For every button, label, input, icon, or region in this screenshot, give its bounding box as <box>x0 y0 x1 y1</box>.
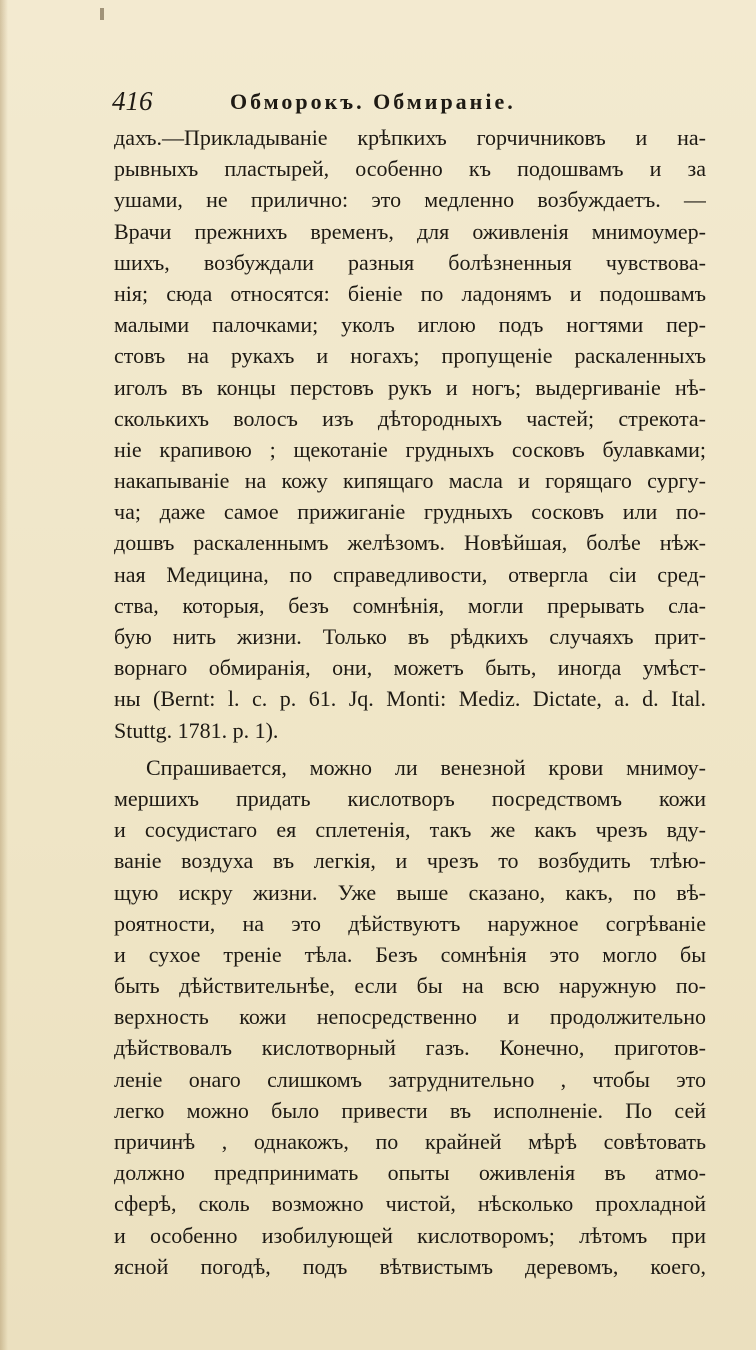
page-number: 416 <box>112 86 153 116</box>
running-title: Обморокъ. Обмираніе. <box>230 89 516 114</box>
text-line: легко можно было привести въ исполненіе. По сей <box>114 1097 706 1123</box>
text-line: леніе онаго слишкомъ затруднительно , чтобы это <box>114 1066 706 1092</box>
text-line: щую искру жизни. Уже выше сказано, какъ, по вѣ- <box>114 879 706 905</box>
text-line: ясной погодѣ, подъ вѣтвистымъ деревомъ, коего, <box>114 1253 706 1279</box>
text-line: сферѣ, сколь возможно чистой, нѣсколько прохладной <box>114 1191 706 1217</box>
text-line: ушами, не прилично: это медленно возбуждаетъ. — <box>114 187 706 213</box>
text-line: и особенно изобилующей кислотворомъ; лѣтомъ при <box>114 1222 706 1248</box>
text-line: нія; сюда относятся: біеніе по ладонямъ и подошвамъ <box>114 280 706 306</box>
text-line: сколькихъ волосъ изъ дѣтородныхъ частей; стрекота- <box>114 405 706 431</box>
text-line: ства, которыя, безъ сомнѣнія, могли прерывать сла- <box>114 592 706 618</box>
text-line: стовъ на рукахъ и ногахъ; пропущеніе раскаленныхъ <box>114 343 706 369</box>
text-line: рывныхъ пластырей, особенно къ подошвамъ и за <box>114 156 706 182</box>
text-line: малыми палочками; уколъ иглою подъ ногтями пер- <box>114 312 706 338</box>
text-line: накапываніе на кожу кипящаго масла и горящаго сургу- <box>114 468 706 494</box>
text-line: и сухое треніе тѣла. Безъ сомнѣнія это могло бы <box>114 941 706 967</box>
page-edge-shadow <box>0 0 8 1350</box>
text-line: бую нить жизни. Только въ рѣдкихъ случаяхъ прит- <box>114 624 706 649</box>
paragraph-1 <box>114 122 706 746</box>
text-line: причинѣ , однакожъ, по крайней мѣрѣ совѣтовать <box>114 1129 706 1154</box>
text-line: верхность кожи непосредственно и продолжительно <box>114 1004 706 1030</box>
text-line: ная Медицина, по справедливости, отвергла сіи сред- <box>114 561 706 587</box>
text-line: мершихъ придать кислотворъ посредствомъ кожи <box>114 785 706 811</box>
page-header <box>112 86 702 122</box>
text-line: Stuttg. 1781. p. 1). <box>114 717 279 743</box>
text-line: должно предпринимать опыты оживленія въ атмо- <box>114 1160 706 1186</box>
text-line: ны (Bernt: l. c. p. 61. Jq. Monti: Mediz. Dictate, a. d. Ital. <box>114 686 706 712</box>
text-line: Врачи прежнихъ временъ, для оживленія мнимоумер- <box>114 218 706 244</box>
text-line: быть дѣйствительнѣе, если бы на всю наружную по- <box>114 973 706 999</box>
text-line: иголъ въ концы перстовъ рукъ и ногъ; выдергиваніе нѣ- <box>114 374 706 400</box>
text-line: дошвъ раскаленнымъ желѣзомъ. Новѣйшая, болѣе нѣж- <box>114 530 706 556</box>
binding-mark <box>100 8 104 20</box>
text-line: роятности, на это дѣйствуютъ наружное согрѣваніе <box>114 910 706 936</box>
text-line: дахъ.—Прикладываніе крѣпкихъ горчичниковъ и на- <box>114 125 706 150</box>
text-line: Спрашивается, можно ли венезной крови мнимоу- <box>146 754 706 780</box>
text-line: ваніе воздуха въ легкія, и чрезъ то возбудить тлѣю- <box>114 848 706 874</box>
text-line: ворнаго обмиранія, они, можетъ быть, иногда умѣст- <box>114 655 706 681</box>
text-line: и сосудистаго ея сплетенія, такъ же какъ чрезъ вду- <box>114 817 706 843</box>
text-line: ча; даже самое прижиганіе грудныхъ сосковъ или по- <box>114 499 706 525</box>
text-line: шихъ, возбуждали разныя болѣзненныя чувствова- <box>114 249 706 275</box>
text-line: ніе крапивою ; щекотаніе грудныхъ сосковъ булавками; <box>114 436 706 462</box>
text-line: дѣйствовалъ кислотворный газъ. Конечно, приготов- <box>114 1035 706 1061</box>
body-text <box>114 122 706 1282</box>
paragraph-2 <box>114 752 706 1282</box>
